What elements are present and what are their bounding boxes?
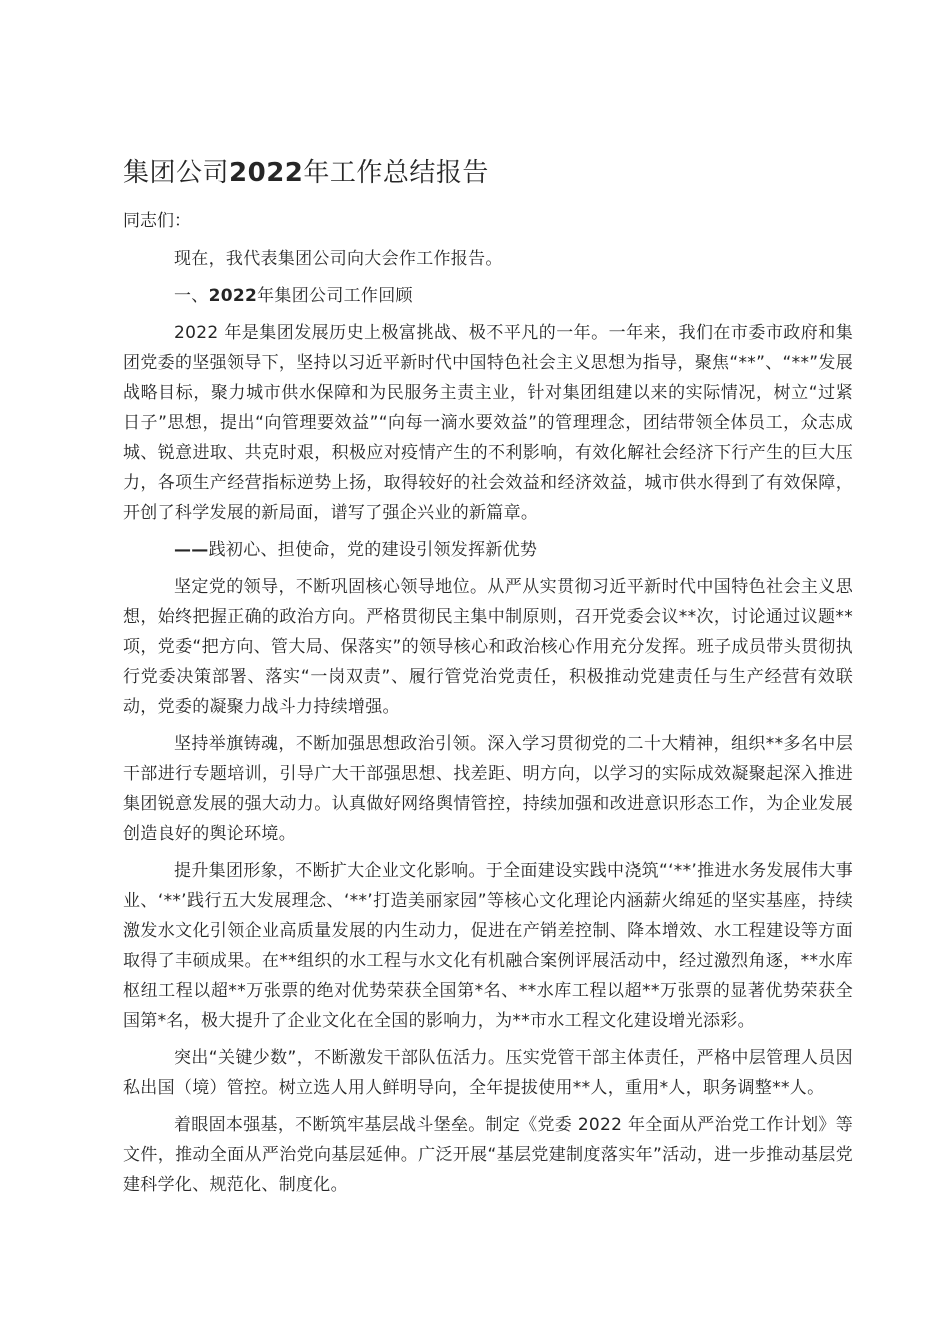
subheading: [123, 535, 853, 565]
subheading-text: 践初心、担使命，党的建设引领发挥新优势: [208, 540, 538, 560]
document-title: [123, 150, 853, 196]
section-year: 2022: [208, 286, 258, 306]
culture-paragraph: 提升集团形象，不断扩大企业文化影响。于全面建设实践中浇筑“‘**’推进水务发展伟大事业、‘**’践行五大发展理念、‘**’打造美丽家园”等核心文化理论内涵薪火绵延的坚实基座，持续激发水文化引领企业高质量发展的内生动力，促进在产销差控制、降本增效、水工程建设等方面取得了丰硕成果。在**组织的水工程与水文化有机融合案例评展活动中，经过激烈角逐，**水库枢纽工程以超**万张票的绝对优势荣获全国第*名、**水库工程以超**万张票的显著优势荣获全国第*名，极大提升了企业文化在全国的影响力，为**市水工程文化建设增光添彩。: [123, 861, 853, 1031]
document-page: [123, 150, 853, 1207]
grassroots-paragraph: 着眼固本强基，不断筑牢基层战斗堡垒。制定《党委 2022 年全面从严治党工作计划》等文件，推动全面从严治党向基层延伸。广泛开展“基层党建制度落实年”活动，进一步推动基层党建科学化、规范化、制度化。: [123, 1115, 853, 1195]
section-suffix: 年集团公司工作回顾: [257, 286, 413, 306]
title-suffix: 年工作总结报告: [303, 158, 489, 188]
intro-paragraph: 现在，我代表集团公司向大会作工作报告。: [174, 249, 503, 269]
title-year: 2022: [229, 158, 304, 188]
greeting: 同志们：: [123, 211, 191, 231]
leadership-paragraph: 坚定党的领导，不断巩固核心领导地位。从严从实贯彻习近平新时代中国特色社会主义思想，始终把握正确的政治方向。严格贯彻民主集中制原则，召开党委会议**次，讨论通过议题**项，党委“把方向、管大局、保落实”的领导核心和政治核心作用充分发挥。班子成员带头贯彻执行党委决策部署、落实“一岗双责”、履行管党治党责任，积极推动党建责任与生产经营有效联动，党委的凝聚力战斗力持续增强。: [123, 577, 853, 717]
section-heading: [123, 281, 853, 311]
cadres-paragraph: 突出“关键少数”，不断激发干部队伍活力。压实党管干部主体责任，严格中层管理人员因私出国（境）管控。树立选人用人鲜明导向，全年提拔使用**人，重用*人，职务调整**人。: [123, 1048, 853, 1098]
overview-paragraph: 2022 年是集团发展历史上极富挑战、极不平凡的一年。一年来，我们在市委市政府和集团党委的坚强领导下，坚持以习近平新时代中国特色社会主义思想为指导，聚焦“**”、“**”发展战略目标，聚力城市供水保障和为民服务主责主业，针对集团组建以来的实际情况，树立“过紧日子”思想，提出“向管理要效益”“向每一滴水要效益”的管理理念，团结带领全体员工，众志成城、锐意进取、共克时艰，积极应对疫情产生的不利影响，有效化解社会经济下行产生的巨大压力，各项生产经营指标逆势上扬，取得较好的社会效益和经济效益，城市供水得到了有效保障，开创了科学发展的新局面，谱写了强企兴业的新篇章。: [123, 323, 853, 523]
section-prefix: 一、: [174, 286, 209, 306]
subheading-dash: ——: [174, 540, 209, 560]
title-prefix: 集团公司: [123, 158, 230, 188]
ideology-paragraph: 坚持举旗铸魂，不断加强思想政治引领。深入学习贯彻党的二十大精神，组织**多名中层干部进行专题培训，引导广大干部强思想、找差距、明方向，以学习的实际成效凝聚起深入推进集团锐意发展的强大动力。认真做好网络舆情管控，持续加强和改进意识形态工作，为企业发展创造良好的舆论环境。: [123, 734, 853, 844]
